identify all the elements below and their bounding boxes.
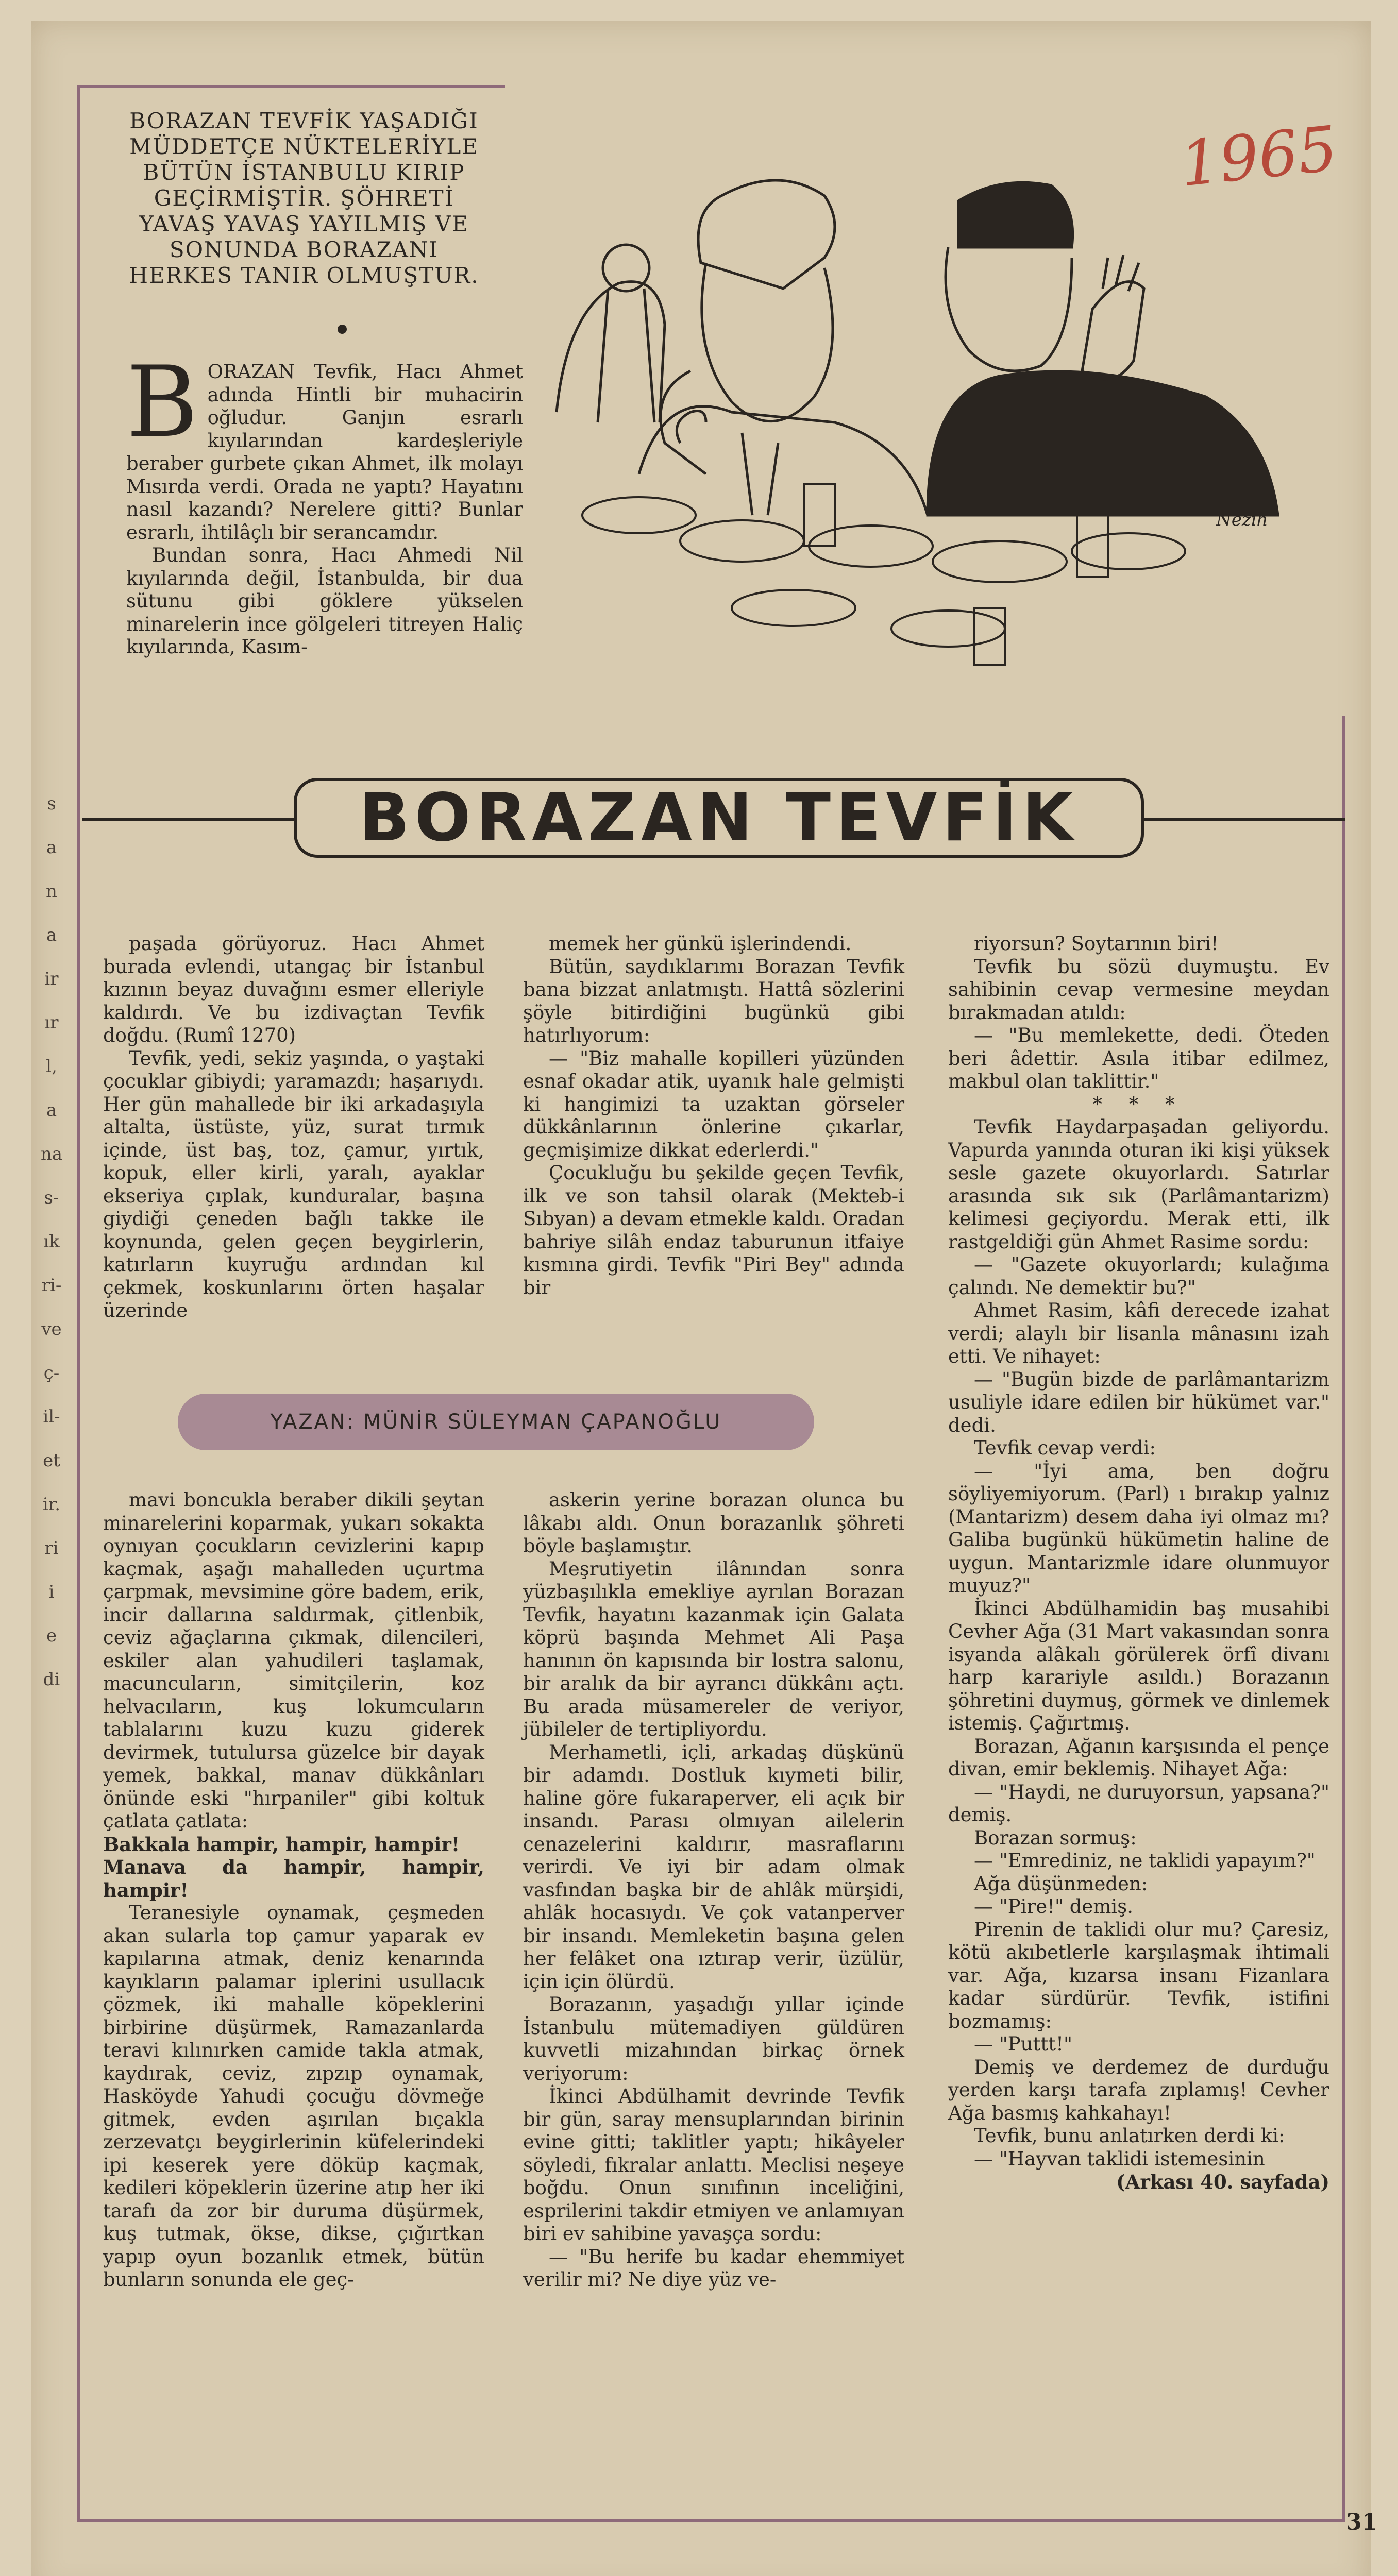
continued-note: (Arkası 40. sayfada) xyxy=(1116,2171,1329,2193)
margin-fragment: ir xyxy=(44,969,59,989)
frame-left-rule xyxy=(77,85,80,2522)
paragraph: — "Bu herife bu kadar ehemmiyet verilir mi? Ne diye yüz ve- xyxy=(523,2245,904,2291)
paragraph: memek her günkü işlerindendi. xyxy=(549,933,852,955)
margin-fragment: a xyxy=(46,837,57,858)
paragraph: Çocukluğu bu şekilde geçen Tevfik, ilk ve son tahsil olarak (Mekteb-i Sıbyan) a devam etmekle kaldı. Oradan bahriye silâh endaz taburunun itfaiye kısmına girdi. Tevfik "Piri Bey" adında bir xyxy=(523,1162,904,1299)
paragraph: — "Emrediniz, ne taklidi yapayım?" xyxy=(974,1850,1316,1872)
margin-fragment: a xyxy=(46,1100,57,1121)
paragraph: Borazanın, yaşadığı yıllar içinde İstanbulu mütemadiyen güldüren kuvvetli mizahından birkaç örnek veriyorum: xyxy=(523,1993,904,2084)
margin-fragment: s xyxy=(47,793,56,814)
paragraph: İkinci Abdülhamit devrinde Tevfik bir gün, saray mensuplarından birinin evine gitti; taklitler yaptı; hikâyeler söyledi, fıkralar anlattı. Meclisi neşeye boğdu. Onun sınıfının inceliğini, esprilerini takdir etmiyen ve anlamıyan biri ev sahibine yavaşça sordu: xyxy=(523,2085,904,2245)
paragraph: Manava da hampir, hampir, hampir! xyxy=(103,1856,484,1902)
lead-paragraph: BORAZAN Tevfik, Hacı Ahmet adında Hintli bir muhacirin oğludur. Ganjın esrarlı kıyılarından kardeşleriyle beraber gurbete çıkan Ahmet, ilk molayı Mısırda verdi. Orada ne yaptı? Hayatını nasıl kazandı? Nerelere gitti? Bunlar esrarlı, ihtilâçlı bir serancamdır. xyxy=(126,345,523,544)
paragraph: — "Puttt!" xyxy=(974,2033,1072,2055)
paragraph: — "Bu memlekette, dedi. Öteden beri âdettir. Asıla itibar edilmez, makbul olan taklittir." xyxy=(948,1024,1329,1092)
upper-column-1 xyxy=(103,933,484,1323)
margin-fragment: ir. xyxy=(42,1494,61,1515)
cafe-illustration xyxy=(536,155,1304,670)
handwritten-note: 1965 xyxy=(1176,113,1341,201)
paragraph: riyorsun? Soytarının biri! xyxy=(974,933,1219,955)
page-number: 31 xyxy=(1346,2509,1378,2535)
paragraph: Ağa düşünmeden: xyxy=(974,1872,1148,1895)
upper-column-3 xyxy=(948,933,1329,2194)
paragraph: — "Haydi, ne duruyorsun, yapsana?" demiş. xyxy=(948,1781,1329,1826)
paragraph: Tevfik Haydarpaşadan geliyordu. Vapurda yanında oturan iki kişi yüksek sesle gazete okuyorlardı. Satırlar arasında sık sık (Parlâmantarizm) kelimesi geçiyordu. Merak etti, ilk rastgeldiği gün Ahmet Rasime sordu: xyxy=(948,1116,1329,1253)
margin-fragment: na xyxy=(40,1144,63,1164)
margin-fragment: ır xyxy=(44,1012,59,1033)
margin-fragment: n xyxy=(46,881,57,902)
headline: BORAZAN TEVFİK xyxy=(294,778,1144,858)
margin-fragment: di xyxy=(43,1669,60,1690)
paragraph: Borazan sormuş: xyxy=(974,1826,1137,1849)
paragraph: Tevfik bu sözü duymuştu. Ev sahibinin cevap vermesine meydan bırakmadan atıldı: xyxy=(948,955,1329,1024)
margin-fragment: ve xyxy=(41,1319,62,1340)
paragraph: Bütün, saydıklarımı Borazan Tevfik bana bizzat anlatmıştı. Hattâ sözlerini şöyle bitirdiğini bugünkü gibi hatırlıyorum: xyxy=(523,955,904,1046)
paragraph: İkinci Abdülhamidin baş musahibi Cevher Ağa (31 Mart vakasından sonra isyanda alâkalı görülerek örfî divanı harp karariyle asıldı.) Borazanın şöhretini duymuş, görmek ve dinlemek istemiş. Çağırtmış. xyxy=(948,1597,1329,1734)
paragraph: — "Bugün bizde de parlâmantarizm usuliyle idare edilen bir hükümet var." dedi. xyxy=(948,1368,1329,1436)
paragraph: — "Biz mahalle kopilleri yüzünden esnaf okadar atik, uyanık hale gelmişti ki hangimizi ta uzaktan görseler dükkânlarının önlerine çıkarlar, geçmişimize dikkat ederlerdi." xyxy=(523,1047,904,1161)
title-rule-right xyxy=(1144,818,1345,821)
paragraph: mavi boncukla beraber dikili şeytan minarelerini koparmak, yukarı sokakta oynıyan çocukların cevizlerini kapıp kaçmak, aşağı mahalleden uçurtma çarpmak, mevsimine göre badem, erik, incir dallarına saldırmak, çitlenbik, ceviz ağaçlarına çıkmak, dilencileri, eskiler alan yahudileri taşlamak, macuncuların, simitçilerin, koz helvacıların, kuş lokumcuların tablalarını kuzu kuzu giderek devirmek, tutulursa güzelce bir dayak yemek, bakkal, manav dükkânları önünde eski "hırpaniler" gibi koltuk çatlata çatlata: xyxy=(103,1489,484,1832)
drop-cap: B xyxy=(126,345,198,459)
frame-top-rule xyxy=(77,85,505,88)
margin-fragment: ri xyxy=(44,1538,59,1558)
margin-fragment: e xyxy=(46,1625,57,1646)
paragraph: * * * xyxy=(1092,1093,1185,1115)
margin-fragment: et xyxy=(43,1450,60,1471)
paragraph: Tevfik cevap verdi: xyxy=(974,1437,1156,1459)
paragraph: Borazan, Ağanın karşısında el pençe divan, emir beklemiş. Nihayet Ağa: xyxy=(948,1735,1329,1780)
top-column xyxy=(126,345,523,659)
paragraph: — "Pire!" demiş. xyxy=(974,1895,1133,1918)
margin-fragment: a xyxy=(46,925,57,945)
margin-fragment: ık xyxy=(43,1231,60,1252)
margin-fragment: ç- xyxy=(43,1363,60,1383)
intro-blurb: BORAZAN TEVFİK YAŞADIĞI MÜDDETÇE NÜKTELERİYLE BÜTÜN İSTANBULU KIRIP GEÇİRMİŞTİR. ŞÖHRETİ YAVAŞ YAVAŞ YAYILMIŞ VE SONUNDA BORAZANI HERKES TANIR OLMUŞTUR. xyxy=(129,108,479,288)
margin-fragment: l, xyxy=(46,1056,57,1077)
paragraph: paşada görüyoruz. Hacı Ahmet burada evlendi, utangaç bir İstanbul kızının beyaz duvağını esmer elleriyle kaldırdı. Ve bu izdivaçtan Tevfik doğdu. (Rumî 1270) xyxy=(103,933,484,1046)
lower-column-2 xyxy=(523,1489,904,2292)
illustrator-signature: Nezih xyxy=(1216,510,1268,530)
paragraph: Tevfik, bunu anlatırken derdi ki: xyxy=(974,2125,1285,2147)
paragraph: Bakkala hampir, hampir, hampir! xyxy=(103,1833,460,1856)
margin-fragment: il- xyxy=(43,1406,60,1427)
bullet-dot xyxy=(338,325,347,334)
margin-fragment: ri- xyxy=(41,1275,62,1296)
lead-paragraph: Bundan sonra, Hacı Ahmedi Nil kıyılarında değil, İstanbulda, bir dua sütunu gibi göklere yükselen minarelerin ince gölgeleri titreyen Haliç kıyılarında, Kasım- xyxy=(126,544,523,658)
paragraph: — "Gazete okuyorlardı; kulağıma çalındı. Ne demektir bu?" xyxy=(948,1253,1329,1299)
margin-fragment: i xyxy=(48,1582,55,1602)
paragraph: — "Hayvan taklidi istemesinin xyxy=(974,2147,1265,2170)
paragraph: Demiş ve derdemez de durduğu yerden karşı tarafa zıplamış! Cevher Ağa basmış kahkahayı! xyxy=(948,2056,1329,2124)
paragraph: — "İyi ama, ben doğru söyliyemiyorum. (Parl) ı bırakıp yalnız (Mantarizm) desem daha iyi olmaz mı? Galiba bugünkü hükümetin haline de uygun. Mantarizmle idare olunmuyor muyuz?" xyxy=(948,1460,1329,1597)
paragraph: Teranesiyle oynamak, çeşmeden akan sularla top çamur yaparak ev kapılarına atmak, deniz kenarında kayıkların palamar iplerini usullacık çözmek, iki mahalle köpeklerini birbirine düşürmek, Ramazanlarda teravi kılınırken camide takla atmak, kaydırak, ceviz, zıpzıp oynamak, Hasköyde Yahudi çocuğu dövmeğe gitmek, evden aşırılan bıçakla zerzevatçı beygirlerinin küfelerindeki ipi keserek yere döküp kaçmak, kedileri köpeklerin üzerine atıp her iki tarafı da zor bir duruma düşürmek, kuş tutmak, ökse, dikse, çığırtkan yapıp oyun bozanlık etmek, bütün bunların sonunda ele geç- xyxy=(103,1902,484,2291)
margin-fragment: s- xyxy=(44,1188,59,1208)
lower-column-1 xyxy=(103,1489,484,2292)
paragraph: Tevfik, yedi, sekiz yaşında, o yaştaki çocuklar gibiydi; yaramazdı; haşarıydı. Her gün mahallede bir iki arkadaşıyla altalta, üstüste, yüz, surat tırmık içinde, üst baş, toz, çamur, yırtık, kopuk, eller kirli, yaralı, ayaklar ekseriya çıplak, kunduralar, başına giydiği çeneden bağlı takke ile koynunda, gelen geçen beygirlerin, katırların kuyruğu ardından kıl çekmek, koskunlarını örten haşalar üzerinde xyxy=(103,1047,484,1321)
paragraph: Merhametli, içli, arkadaş düşkünü bir adamdı. Dostluk kıymeti bilir, haline göre fukaraperver, eli açık bir insandı. Parası olmıyan ailelerin cenazelerini kaldırır, masraflarını verirdi. Ve iyi bir adam olmak vasfından başka bir de ahlâk mürşidi, ahlâk hocasıydı. Ve çok vatanperver bir insandı. Memleketin başına gelen her felâket ona ıztırap verir, üzülür, için için ölürdü. xyxy=(523,1741,904,1993)
title-rule-left xyxy=(82,818,294,821)
author-byline: YAZAN: MÜNİR SÜLEYMAN ÇAPANOĞLU xyxy=(178,1394,814,1450)
paragraph: Ahmet Rasim, kâfi derecede izahat verdi; alaylı bir lisanla mânasını izah etti. Ve nihayet: xyxy=(948,1299,1329,1367)
frame-right-rule xyxy=(1342,716,1345,2522)
upper-column-2 xyxy=(523,933,904,1299)
paragraph: askerin yerine borazan olunca bu lâkabı aldı. Onun borazanlık şöhreti böyle başlamıştır. xyxy=(523,1489,904,1557)
paragraph: Pirenin de taklidi olur mu? Çaresiz, kötü akıbetlerle karşılaşmak ihtimali var. Ağa, kızarsa insanı Fizanlara kadar sürdürür. Tevfik, istifini bozmamış: xyxy=(948,1918,1329,2032)
frame-bottom-rule xyxy=(77,2519,1345,2522)
paragraph: Meşrutiyetin ilânından sonra yüzbaşılıkla emekliye ayrılan Borazan Tevfik, hayatını kazanmak için Galata köprü başında Mehmet Ali Paşa hanının ön kapısında bir lostra salonu, bir aralık da bir ayrancı dükkânı açtı. Bu arada müsamereler de veriyor, jübileler de tertipliyordu. xyxy=(523,1557,904,1740)
